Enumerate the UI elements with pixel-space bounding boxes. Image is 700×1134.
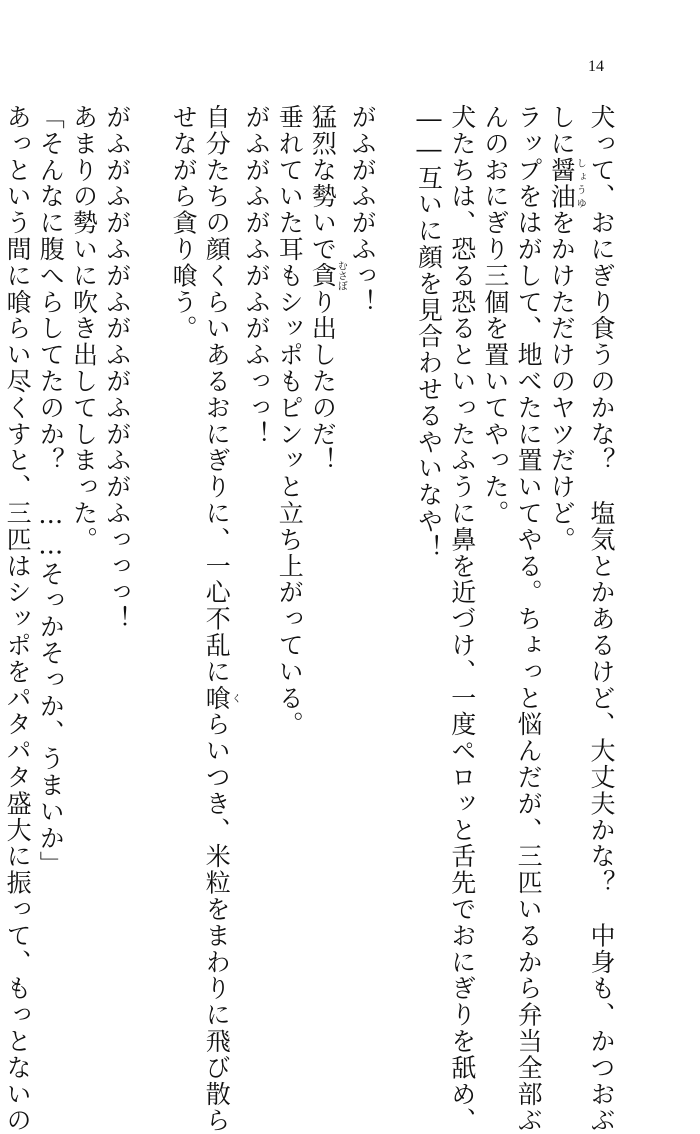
ruby-base: 醤油 xyxy=(547,156,577,210)
text-line xyxy=(306,104,346,984)
ruby-base: 貪 xyxy=(308,260,338,291)
text-segment: しに xyxy=(547,104,577,157)
text-line: せながら貪り喰う。 xyxy=(169,104,199,342)
text-segment: 猛烈な勢いで xyxy=(308,104,338,263)
text-line: がふがふがふがふがふがふがふがふっっっ！ xyxy=(102,104,132,632)
furigana-word xyxy=(308,260,347,291)
text-line: 犬たちは、恐る恐るといったふうに鼻を近づけ、一度ペロッと舌先でおにぎりを舐め、 xyxy=(447,104,477,1134)
furigana-word xyxy=(547,156,586,210)
furigana-reading: く xyxy=(229,684,241,712)
text-line xyxy=(545,104,585,984)
text-segment: らいつき、米粒をまわりに飛び散ら xyxy=(202,711,232,1134)
ruby-base: 喰 xyxy=(202,684,232,712)
paragraph-gap xyxy=(134,104,167,984)
text-line: がふがふがふがふがふっっ！ xyxy=(241,104,271,448)
text-segment: 自分たちの顔くらいあるおにぎりに、一心不乱に xyxy=(202,104,232,685)
novel-text-body xyxy=(1,104,618,1134)
text-line: んのおにぎり三個を置いてやった。 xyxy=(480,104,510,527)
furigana-word xyxy=(202,684,241,712)
paragraph-gap xyxy=(379,104,412,984)
text-line: ラップをはがして、地べたに置いてやる。ちょっと悩んだが、三匹いるから弁当全部ぶ xyxy=(514,104,544,1134)
text-line: 犬って、おにぎり食うのかな？ 塩気とかあるけど、大丈夫かな？ 中身も、かつおぶ xyxy=(587,104,616,1134)
text-line: ――互いに顔を見合わせるやいなや！ xyxy=(414,104,444,561)
text-line xyxy=(200,104,241,1134)
furigana-reading: むさぼ xyxy=(335,260,347,291)
text-line: がふがふがふっ！ xyxy=(348,104,378,316)
text-line: 「そんなに腹へらしてたのか？ ……そっかそっか、うまいか」 xyxy=(36,104,66,878)
text-segment: り出したのだ！ xyxy=(308,288,338,474)
text-segment: をかけただけのヤツだけど。 xyxy=(547,209,577,553)
text-line: 垂れていた耳もシッポもピンッと立ち上がっている。 xyxy=(275,104,305,738)
page-number: 14 xyxy=(588,58,604,75)
furigana-reading: しょうゆ xyxy=(574,156,586,210)
text-line: あっという間に喰らい尽くすと、三匹はシッポをパタパタ盛大に振って、もっとないの xyxy=(3,104,33,1134)
text-line: あまりの勢いに吹き出してしまった。 xyxy=(69,104,99,553)
